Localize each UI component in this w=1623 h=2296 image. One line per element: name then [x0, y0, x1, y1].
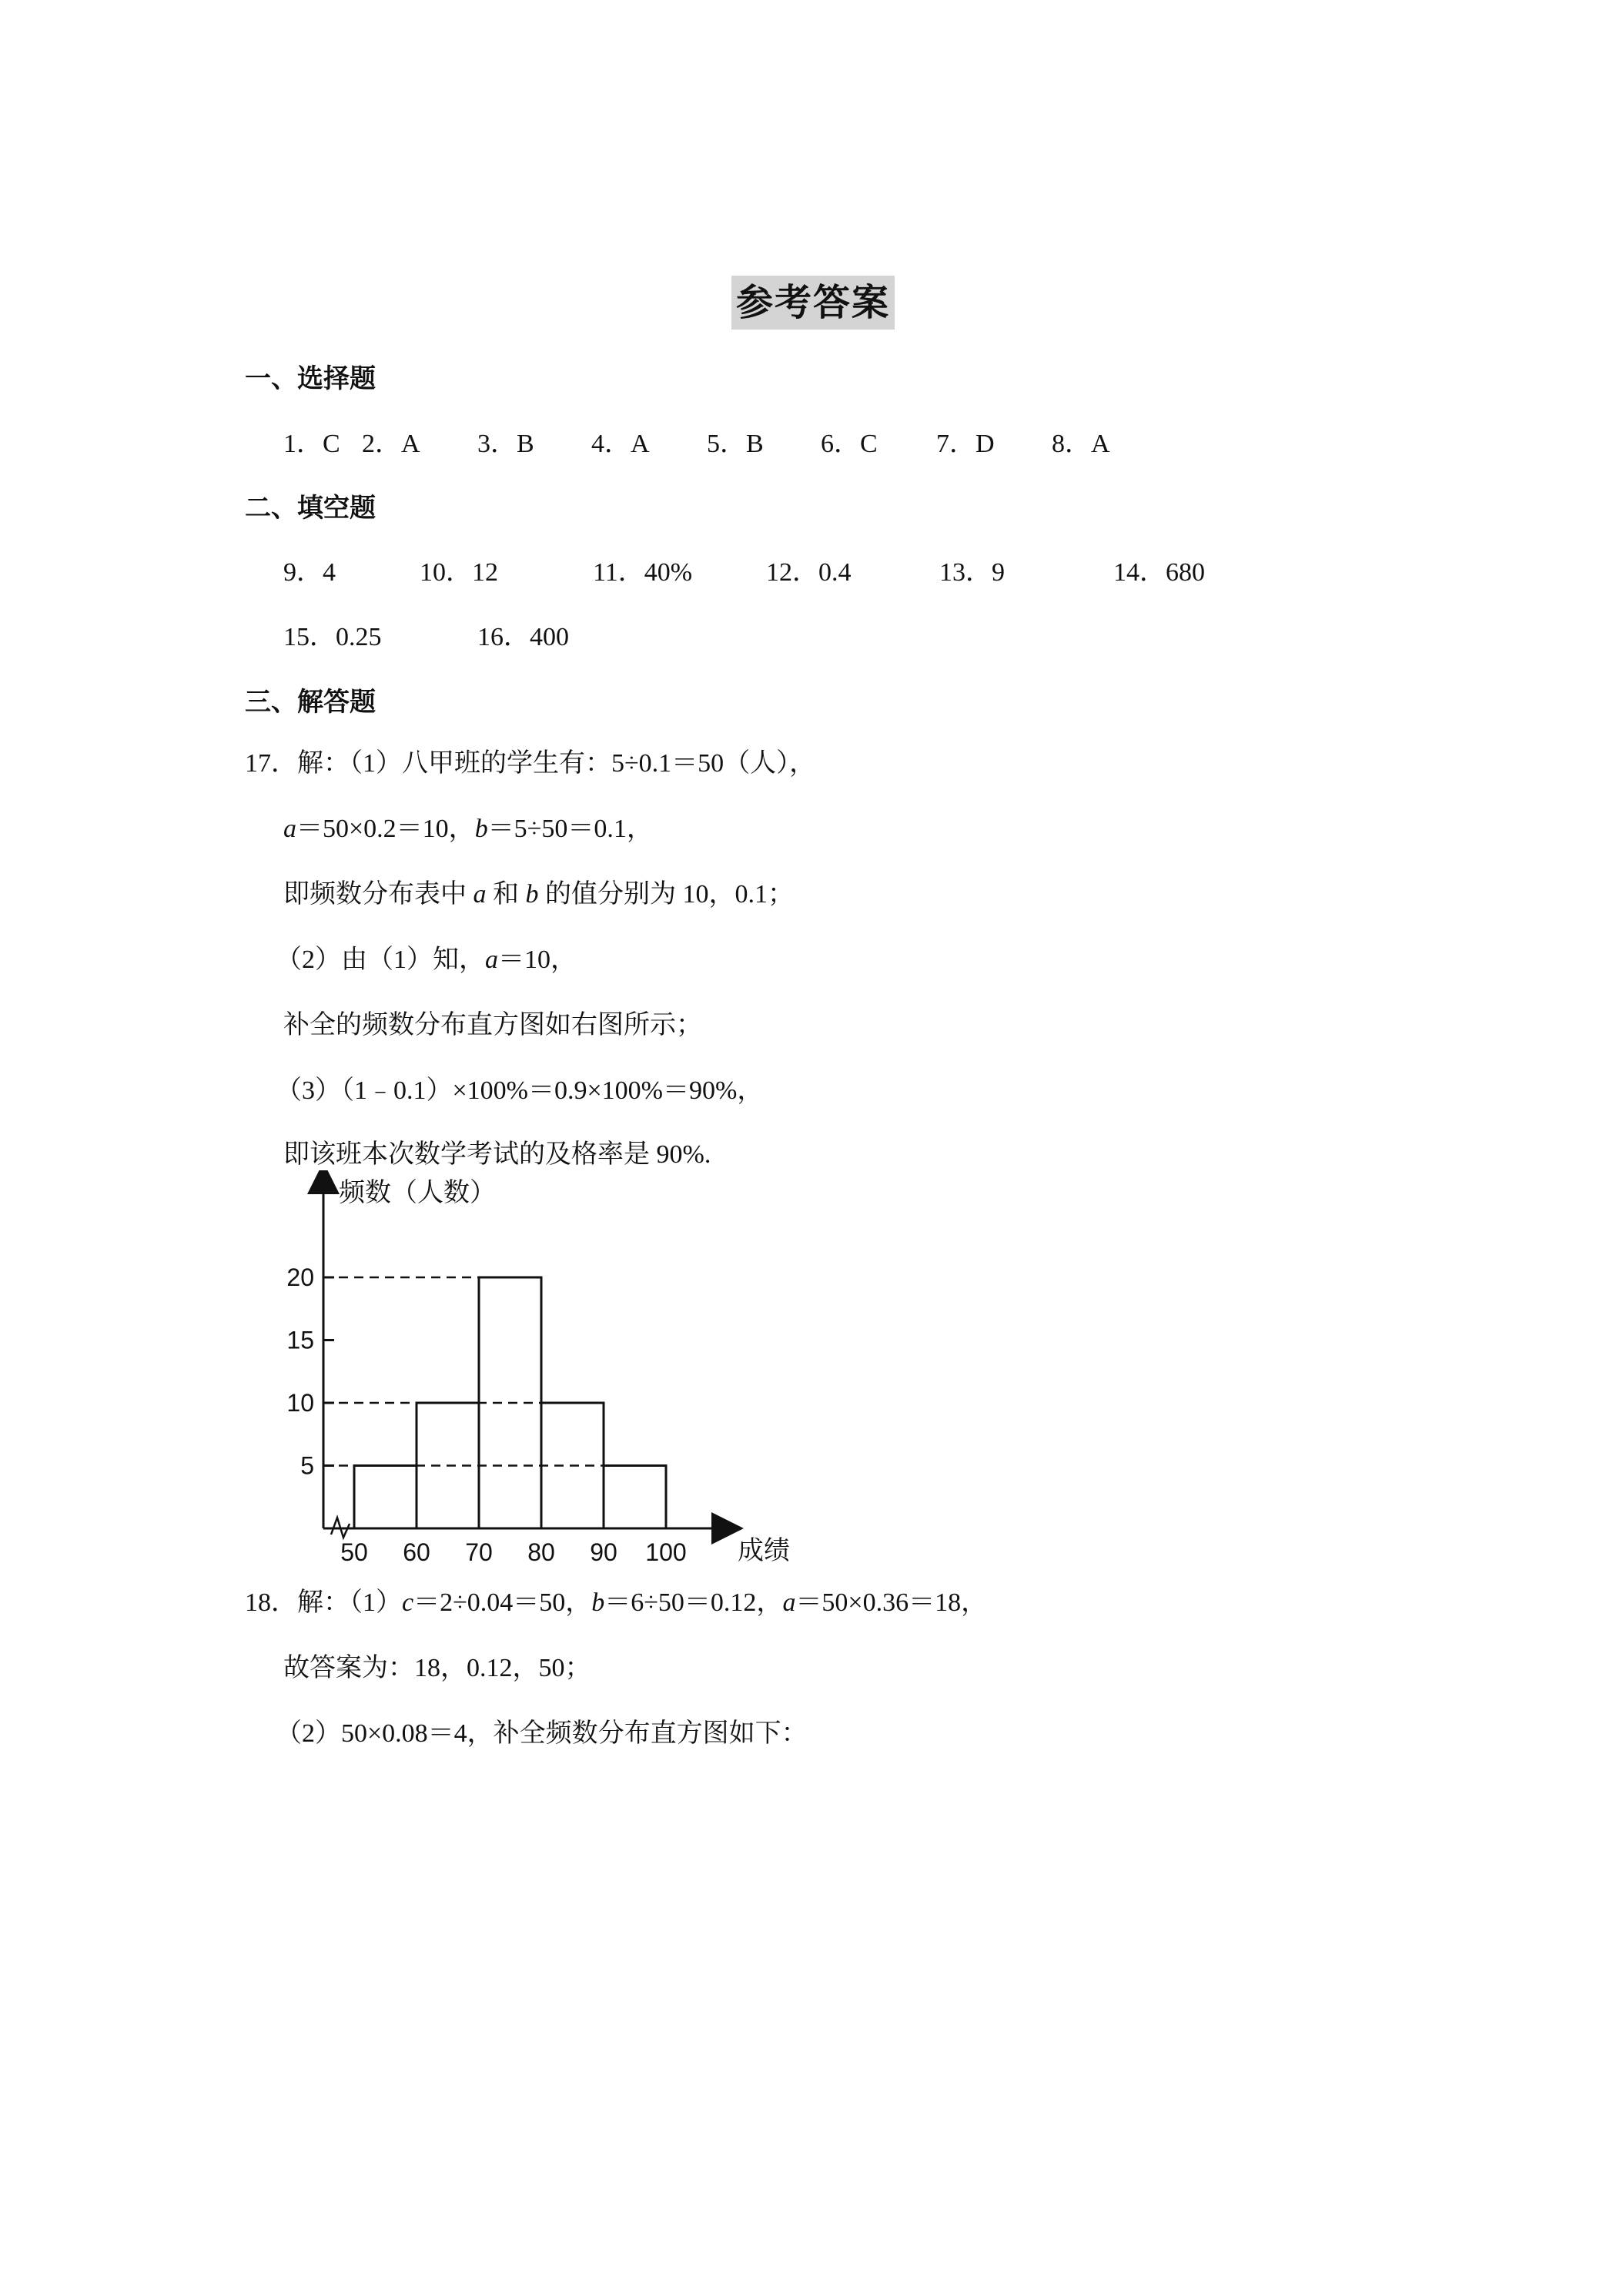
q18-line-2: 故答案为：18，0.12，50； [283, 1654, 591, 1682]
q17-l3-var-a: a [473, 880, 487, 909]
q18-l1-text-1: 18．解：（1） [245, 1588, 402, 1617]
q17-l3-text-2: 和 [486, 880, 526, 909]
histogram-ticks [286, 1263, 686, 1566]
fill-answer-10: 10．12 [420, 558, 498, 587]
q17-l4-var-a: a [485, 946, 498, 974]
page-title: 参考答案 [731, 276, 895, 330]
section-solve-heading: 三、解答题 [245, 687, 376, 718]
x-tick-label-100: 100 [645, 1538, 687, 1566]
fill-answer-12: 12．0.4 [766, 558, 852, 587]
q17-line-5: 补全的频数分布直方图如右图所示； [283, 1011, 702, 1039]
q17-a-calc: ＝50×0.2＝10， [296, 815, 475, 843]
fill-answer-9: 9．4 [283, 558, 336, 587]
x-tick-label-50: 50 [340, 1538, 368, 1566]
q17-line-7: 即该班本次数学考试的及格率是 90%. [283, 1140, 711, 1169]
histogram-chart [277, 1170, 832, 1571]
q18-b-calc: ＝6÷50＝0.12， [604, 1588, 783, 1617]
y-tick-label-10: 10 [286, 1389, 314, 1417]
q17-l3-var-b: b [525, 880, 539, 909]
q17-line-2 [283, 812, 653, 846]
q17-b-calc: ＝5÷50＝0.1， [487, 815, 653, 843]
choice-answer-6: 6．C [821, 430, 878, 458]
y-tick-label-20: 20 [286, 1263, 314, 1291]
choice-answer-1: 1．C [283, 430, 340, 458]
q17-line-6: （3）（1﹣0.1）×100%＝0.9×100%＝90%， [276, 1076, 764, 1105]
section-choice-heading: 一、选择题 [245, 363, 376, 394]
choice-answer-2: 2．A [362, 430, 420, 458]
fill-answer-13: 13．9 [939, 558, 1005, 587]
y-tick-label-5: 5 [300, 1451, 314, 1480]
x-tick-label-90: 90 [590, 1538, 617, 1566]
choice-answer-4: 4．A [591, 430, 650, 458]
q17-line-1: 17．解：（1）八甲班的学生有：5÷0.1＝50（人）， [245, 749, 816, 778]
q18-var-b: b [591, 1588, 605, 1617]
x-tick-label-80: 80 [527, 1538, 555, 1566]
q17-var-a: a [283, 815, 296, 843]
choice-answer-7: 7．D [936, 430, 995, 458]
x-tick-label-70: 70 [465, 1538, 493, 1566]
q18-line-3: （2）50×0.08＝4，补全频数分布直方图如下： [276, 1719, 808, 1748]
q17-line-3 [283, 878, 794, 912]
x-tick-label-60: 60 [403, 1538, 430, 1566]
histogram-bar-50-60 [354, 1466, 417, 1529]
choice-answer-3: 3．B [477, 430, 534, 458]
y-axis-label: 频数（人数） [339, 1178, 496, 1207]
q17-l4-text-2: ＝10， [498, 946, 577, 974]
fill-answer-16: 16．400 [477, 623, 569, 651]
x-axis-label: 成绩 [738, 1536, 790, 1565]
choice-answer-5: 5．B [707, 430, 764, 458]
q17-line-4 [276, 943, 577, 977]
section-fill-heading: 二、填空题 [245, 493, 376, 524]
histogram-bar-90-100 [604, 1466, 666, 1529]
q18-var-c: c [402, 1588, 414, 1617]
q17-var-b: b [474, 815, 488, 843]
q18-line-1 [245, 1586, 987, 1620]
q17-l3-text-3: 的值分别为 10，0.1； [538, 880, 794, 909]
q18-a-calc: ＝50×0.36＝18， [795, 1588, 988, 1617]
fill-answer-14: 14．680 [1113, 558, 1205, 587]
q18-var-a: a [782, 1588, 796, 1617]
y-tick-label-15: 15 [286, 1326, 314, 1354]
histogram-dashed-guides [323, 1277, 604, 1466]
fill-answer-11: 11．40% [593, 558, 693, 587]
q17-l3-text-1: 即频数分布表中 [283, 880, 474, 909]
choice-answer-8: 8．A [1052, 430, 1110, 458]
q17-l4-text-1: （2）由（1）知， [276, 946, 485, 974]
fill-answer-15: 15．0.25 [283, 623, 382, 651]
q18-c-calc: ＝2÷0.04＝50， [413, 1588, 592, 1617]
